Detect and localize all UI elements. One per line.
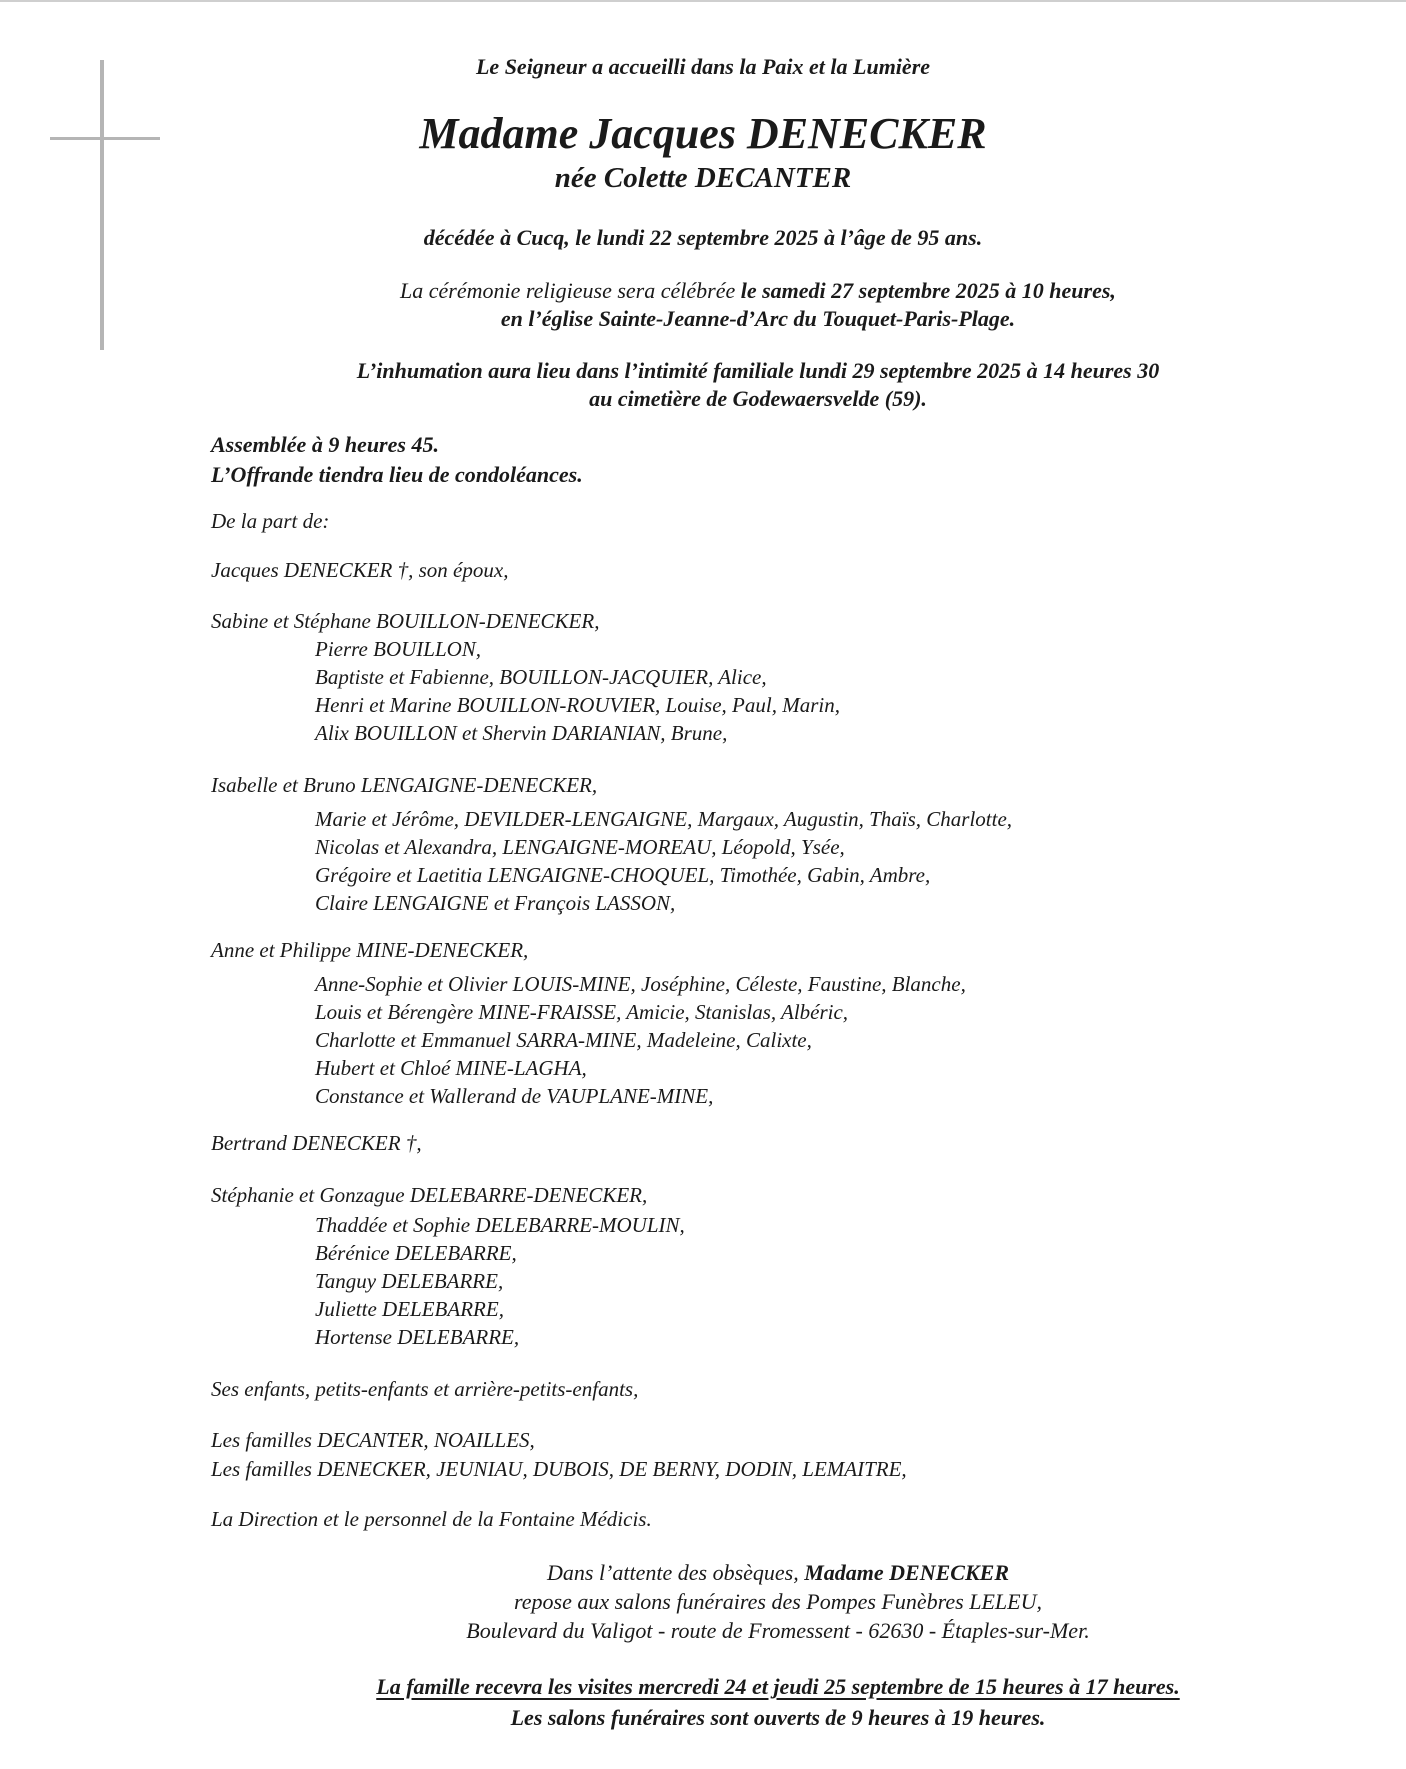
family-3-member: Louis et Bérengère MINE-FRAISSE, Amicie, Stanislas, Albéric,	[315, 1000, 849, 1024]
rest-prefix: Dans l’attente des obsèques,	[547, 1560, 805, 1585]
deceased-name: Madame Jacques DENECKER	[419, 109, 987, 158]
rest-line-3: Boulevard du Valigot - route de Fromessent - 62630 - Étaples-sur-Mer.	[466, 1618, 1090, 1643]
family-2-member: Claire LENGAIGNE et François LASSON,	[315, 891, 676, 915]
family-3-member: Charlotte et Emmanuel SARRA-MINE, Madeleine, Calixte,	[315, 1028, 812, 1052]
family-4-member: Hortense DELEBARRE,	[315, 1325, 520, 1349]
direction-line: La Direction et le personnel de la Fontaine Médicis.	[211, 1507, 652, 1531]
ceremony-date: le samedi 27 septembre 2025 à 10 heures,	[740, 278, 1116, 303]
burial-line-2: au cimetière de Godewaersvelde (59).	[589, 386, 927, 411]
family-2-member: Nicolas et Alexandra, LENGAIGNE-MOREAU, Léopold, Ysée,	[315, 835, 845, 859]
ceremony-prefix: La cérémonie religieuse sera célébrée	[400, 278, 741, 303]
family-1-member: Baptiste et Fabienne, BOUILLON-JACQUIER, Alice,	[315, 665, 767, 689]
family-1-member: Alix BOUILLON et Shervin DARIANIAN, Brune,	[315, 721, 728, 745]
offering-note: L’Offrande tiendra lieu de condoléances.	[211, 462, 583, 487]
from-label: De la part de:	[211, 509, 330, 533]
family-4-member: Juliette DELEBARRE,	[315, 1297, 504, 1321]
family-3-member: Hubert et Chloé MINE-LAGHA,	[315, 1056, 587, 1080]
intro-line: Le Seigneur a accueilli dans la Paix et la Lumière	[475, 54, 931, 79]
families-line-2: Les familles DENECKER, JEUNIAU, DUBOIS, DE BERNY, DODIN, LEMAITRE,	[211, 1457, 907, 1481]
family-4-member: Tanguy DELEBARRE,	[315, 1269, 504, 1293]
family-3-member: Constance et Wallerand de VAUPLANE-MINE,	[315, 1084, 714, 1108]
ceremony-line-1	[0, 278, 1406, 304]
descendants-line: Ses enfants, petits-enfants et arrière-petits-enfants,	[211, 1377, 639, 1401]
family-4-head: Stéphanie et Gonzague DELEBARRE-DENECKER,	[211, 1183, 648, 1207]
families-line-1: Les familles DECANTER, NOAILLES,	[211, 1428, 535, 1452]
family-2-member: Marie et Jérôme, DEVILDER-LENGAIGNE, Margaux, Augustin, Thaïs, Charlotte,	[315, 807, 1013, 831]
family-4-member: Bérénice DELEBARRE,	[315, 1241, 517, 1265]
rest-line-2: repose aux salons funéraires des Pompes Funèbres LELEU,	[514, 1589, 1042, 1614]
son-line: Bertrand DENECKER †,	[211, 1131, 422, 1155]
rest-line-1	[0, 1560, 1406, 1586]
visits-line-2: Les salons funéraires sont ouverts de 9 heures à 19 heures.	[510, 1705, 1046, 1730]
burial-line-1: L’inhumation aura lieu dans l’intimité familiale lundi 29 septembre 2025 à 14 heures 30	[356, 358, 1160, 383]
family-2-member: Grégoire et Laetitia LENGAIGNE-CHOQUEL, Timothée, Gabin, Ambre,	[315, 863, 931, 887]
family-1-member: Henri et Marine BOUILLON-ROUVIER, Louise, Paul, Marin,	[315, 693, 840, 717]
spouse-line: Jacques DENECKER †, son époux,	[211, 558, 509, 582]
family-4-member: Thaddée et Sophie DELEBARRE-MOULIN,	[315, 1213, 685, 1237]
maiden-name: née Colette DECANTER	[554, 162, 852, 194]
family-1-head: Sabine et Stéphane BOUILLON-DENECKER,	[211, 609, 600, 633]
top-border	[0, 0, 1406, 2]
family-3-member: Anne-Sophie et Olivier LOUIS-MINE, Joséphine, Céleste, Faustine, Blanche,	[315, 972, 966, 996]
ceremony-line-2: en l’église Sainte-Jeanne-d’Arc du Touquet-Paris-Plage.	[500, 306, 1016, 331]
family-1-member: Pierre BOUILLON,	[315, 637, 482, 661]
family-2-head: Isabelle et Bruno LENGAIGNE-DENECKER,	[211, 773, 598, 797]
family-3-head: Anne et Philippe MINE-DENECKER,	[211, 938, 529, 962]
assembly-note: Assemblée à 9 heures 45.	[211, 432, 439, 457]
death-notice: décédée à Cucq, le lundi 22 septembre 2025 à l’âge de 95 ans.	[423, 225, 983, 250]
visits-line-1: La famille recevra les visites mercredi 24 et jeudi 25 septembre de 15 heures à 17 heures.	[376, 1674, 1180, 1699]
rest-name: Madame DENECKER	[804, 1560, 1009, 1585]
